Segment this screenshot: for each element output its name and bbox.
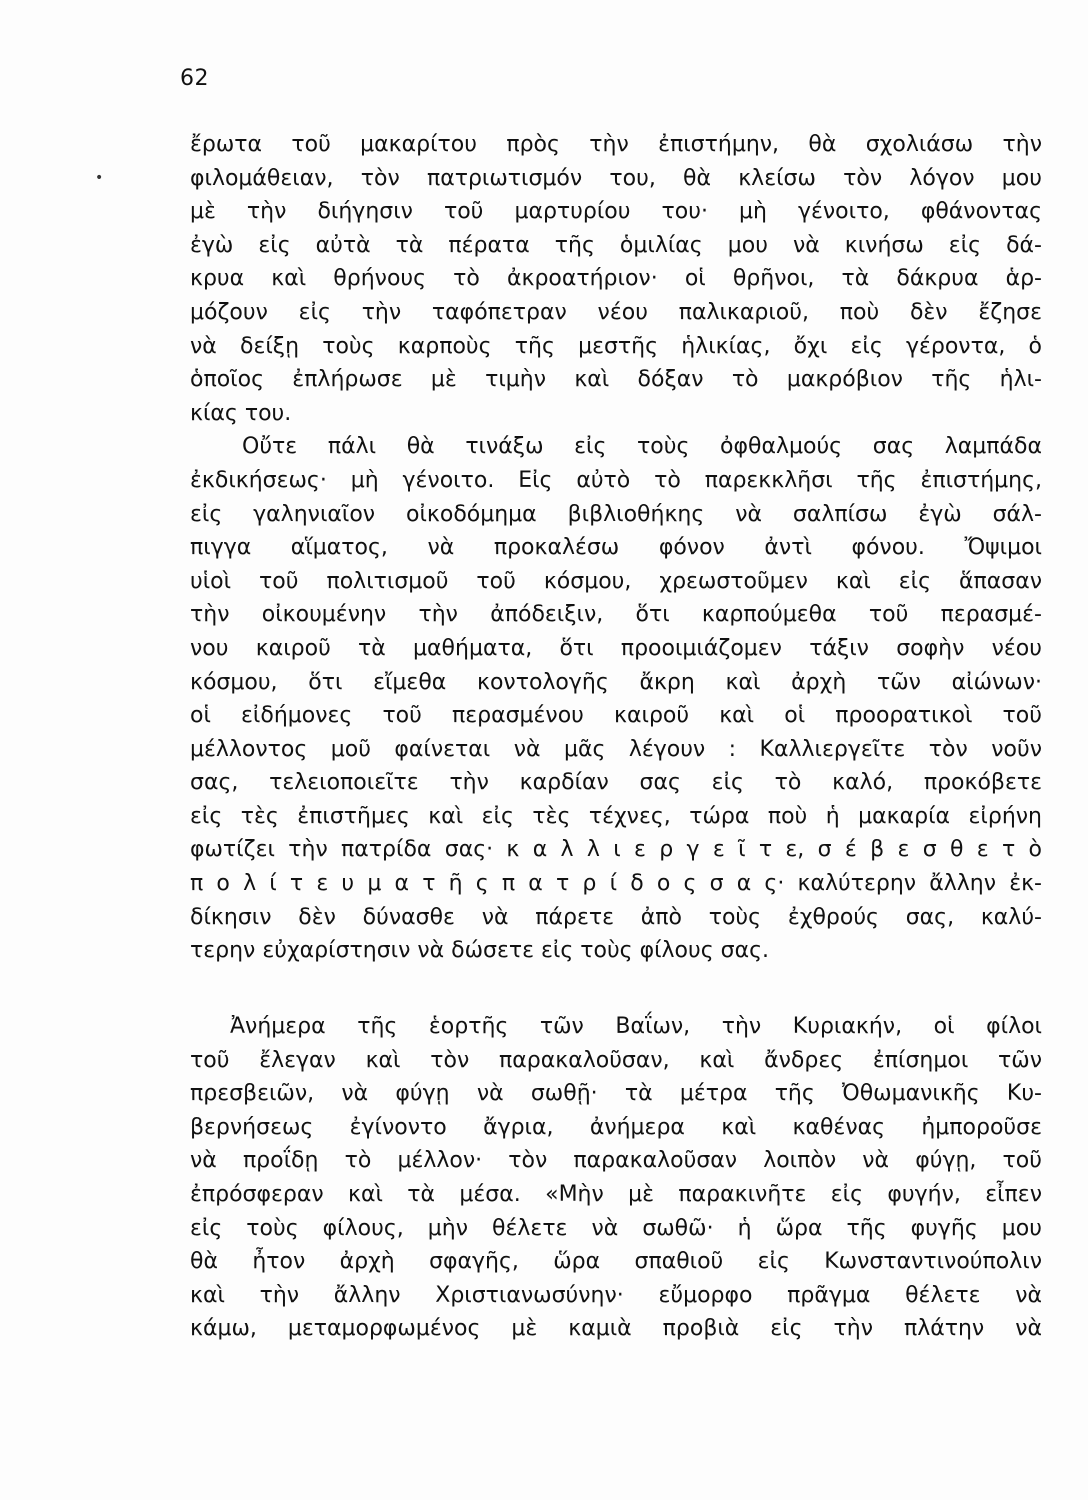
text-line: εἰς τὲς ἐπιστῆμες καὶ εἰς τὲς τέχνες, τώρα ποὺ ἡ μακαρία εἰρήνη [190,803,1042,829]
text-line: κίας του. [190,400,292,426]
text-line: θὰ ἦτον ἀρχὴ σφαγῆς, ὥρα σπαθιοῦ εἰς Κωνσταντινούπολιν [190,1249,1042,1275]
text-line: ἔρωτα τοῦ μακαρίτου πρὸς τὴν ἐπιστήμην, θὰ σχολιάσω τὴν [190,132,1042,157]
margin-mark: • [95,170,104,186]
text-line: τοῦ ἔλεγαν καὶ τὸν παρακαλοῦσαν, καὶ ἄνδρες ἐπίσημοι τῶν [190,1047,1042,1073]
text-line: ἐκδικήσεως· μὴ γένοιτο. Εἰς αὐτὸ τὸ παρεκκλῆσι τῆς ἐπιστήμης, [190,467,1042,493]
text-line: νου καιροῦ τὰ μαθήματα, ὅτι προοιμιάζομεν τάξιν σοφὴν νέου [190,635,1042,661]
text-line: οἱ εἰδήμονες τοῦ περασμένου καιροῦ καὶ οἱ προορατικοὶ τοῦ [190,703,1042,729]
text-line: δίκησιν δὲν δύνασθε νὰ πάρετε ἀπὸ τοὺς ἐχθρούς σας, καλύ- [190,904,1042,930]
text-line: εἰς γαληνιαῖον οἰκοδόμημα βιβλιοθήκης νὰ σαλπίσω ἐγὼ σάλ- [190,501,1042,527]
page-number: 62 [180,66,209,91]
text-line: κόσμου, ὅτι εἴμεθα κοντολογῆς ἄκρη καὶ ἀρχὴ τῶν αἰώνων· [190,669,1042,695]
text-line: καὶ τὴν ἄλλην Χριστιανωσύνην· εὔμορφο πρᾶγμα θέλετε νὰ [190,1282,1042,1308]
text-line: πρεσβειῶν, νὰ φύγῃ νὰ σωθῇ· τὰ μέτρα τῆς Ὀθωμανικῆς Κυ- [190,1081,1042,1107]
text-line: ὁποῖος ἐπλήρωσε μὲ τιμὴν καὶ δόξαν τὸ μακρόβιον τῆς ἡλι- [190,367,1042,393]
body-text-continued [190,1010,1042,1346]
text-line: μέλλοντος μοῦ φαίνεται νὰ μᾶς λέγουν : Καλλιεργεῖτε τὸν νοῦν [190,736,1042,762]
text-line: τὴν οἰκουμένην τὴν ἀπόδειξιν, ὅτι καρπούμεθα τοῦ περασμέ- [190,602,1042,628]
text-line: υἱοὶ τοῦ πολιτισμοῦ τοῦ κόσμου, χρεωστοῦμεν καὶ εἰς ἅπασαν [190,568,1042,594]
text-line: φιλομάθειαν, τὸν πατριωτισμόν του, θὰ κλείσω τὸν λόγον μου [190,165,1042,191]
text-line: ἐπρόσφεραν καὶ τὰ μέσα. «Μὴν μὲ παρακινῆτε εἰς φυγήν, εἶπεν [190,1181,1042,1207]
body-text [190,128,1042,968]
text-line: π ο λ ί τ ε υ μ α τ ῆ ς π α τ ρ ί δ ο ς σ α ς· καλύτερην ἄλλην ἐκ- [190,871,1042,897]
text-line: ἐγὼ εἰς αὐτὰ τὰ πέρατα τῆς ὁμιλίας μου νὰ κινήσω εἰς δά- [190,232,1042,258]
text-line: Οὔτε πάλι θὰ τινάξω εἰς τοὺς ὀφθαλμούς σας λαμπάδα [242,434,1042,460]
text-line: κρυα καὶ θρήνους τὸ ἀκροατήριον· οἱ θρῆνοι, τὰ δάκρυα ἁρ- [190,266,1042,292]
text-line: μὲ τὴν διήγησιν τοῦ μαρτυρίου του· μὴ γένοιτο, φθάνοντας [190,199,1042,225]
text-line: νὰ προΐδῃ τὸ μέλλον· τὸν παρακαλοῦσαν λοιπὸν νὰ φύγῃ, τοῦ [190,1148,1042,1174]
text-line: φωτίζει τὴν πατρίδα σας· κ α λ λ ι ε ρ γ ε ῖ τ ε, σ έ β ε σ θ ε τ ὸ [190,837,1042,863]
text-line: πιγγα αἵματος, νὰ προκαλέσω φόνον ἀντὶ φόνου. Ὄψιμοι [190,535,1042,561]
text-line: εἰς τοὺς φίλους, μὴν θέλετε νὰ σωθῶ· ἡ ὥρα τῆς φυγῆς μου [190,1215,1042,1241]
text-line: βερνήσεως ἐγίνοντο ἄγρια, ἀνήμερα καὶ καθένας ἠμποροῦσε [190,1114,1042,1140]
text-line: τερην εὐχαρίστησιν νὰ δώσετε εἰς τοὺς φίλους σας. [190,938,770,964]
text-line: σας, τελειοποιεῖτε τὴν καρδίαν σας εἰς τὸ καλό, προκόβετε [190,770,1042,796]
text-line: νὰ δείξῃ τοὺς καρποὺς τῆς μεστῆς ἡλικίας, ὄχι εἰς γέροντα, ὁ [190,333,1042,359]
text-line: μόζουν εἰς τὴν ταφόπετραν νέου παλικαριοῦ, ποὺ δὲν ἔζησε [190,299,1042,325]
text-line: Ἀνήμερα τῆς ἑορτῆς τῶν Βαΐων, τὴν Κυριακήν, οἱ φίλοι [230,1014,1042,1039]
text-line: κάμω, μεταμορφωμένος μὲ καμιὰ προβιὰ εἰς τὴν πλάτην νὰ [190,1316,1042,1342]
